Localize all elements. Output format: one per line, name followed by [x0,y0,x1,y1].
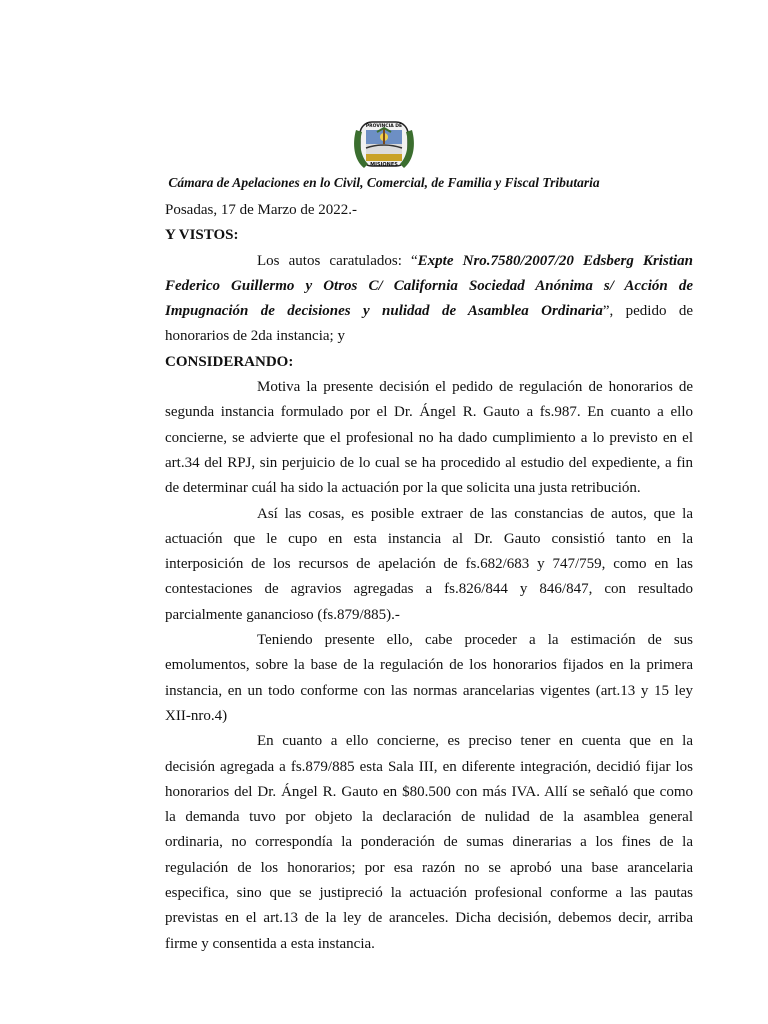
paragraph-line: Así las cosas, es posible extraer de las constancias de autos, que la [257,505,693,522]
paragraph-line: regulación de los honorarios; por esa razón no se aprobó una base arancelaria [165,859,693,876]
paragraph-line: ordinaria, no correspondía la ponderación de sumas dinerarias a los fines de la [165,834,693,851]
paragraph-line: especifica, sino que se justipreció la actuación profesional conforme a las pautas [165,885,693,902]
paragraph-line: art.34 del RPJ, sin perjuicio de lo cual se ha procedido al estudio del expediente, a fin [165,454,693,471]
vistos-heading: Y VISTOS: [165,227,239,244]
vistos-line-4: honorarios de 2da instancia; y [165,328,345,345]
paragraph-line: la demanda tuvo por objeto la declaración de nulidad de la asamblea general [165,809,693,826]
paragraph-line: parcialmente ganancioso (fs.879/885).- [165,606,400,623]
vistos-line-3: Impugnación de decisiones y nulidad de Asamblea Ordinaria”, pedido de [165,303,693,320]
date-line: Posadas, 17 de Marzo de 2022.- [165,202,358,218]
seal-top-text: PROVINCIA DE [365,124,403,129]
paragraph-line: honorarios del Dr. Ángel R. Gauto en $80.500 con más IVA. Allí se señaló que como [165,783,693,800]
province-seal-icon [352,116,416,172]
considerando-heading: CONSIDERANDO: [165,353,294,370]
paragraph-line: Teniendo presente ello, cabe proceder a la estimación de sus [257,632,693,649]
paragraph-line: contestaciones de agravios agregadas a fs.826/844 y 846/847, con resultado [165,581,693,598]
seal-bottom-text: MISIONES [370,162,398,168]
paragraph-line: interposición de los recursos de apelación de fs.682/683 y 747/759, como en las [165,556,693,573]
paragraph-line: firme y consentida a esta instancia. [165,935,375,952]
vistos-line-1: Los autos caratulados: “Expte Nro.7580/2007/20 Edsberg Kristian [257,252,693,269]
paragraph-line: En cuanto a ello concierne, es preciso tener en cuenta que en la [257,733,693,750]
paragraph-line: de determinar cuál ha sido la actuación por la que solicita una justa retribución. [165,480,641,497]
vistos-line-2: Federico Guillermo y Otros C/ California Sociedad Anónima s/ Acción de [165,277,693,294]
paragraph-line: decisión agregada a fs.879/885 esta Sala III, en diferente integración, decidió fijar los [165,758,693,775]
paragraph-line: Motiva la presente decisión el pedido de regulación de honorarios de [257,379,693,396]
document-body [165,198,693,957]
paragraph-line: XII-nro.4) [165,707,228,724]
paragraph-line: actuación que le cupo en esta instancia al Dr. Gauto consistió tanto en la [165,530,693,547]
paragraph-line: instancia, en un todo conforme con las normas arancelarias vigentes (art.13 y 15 ley [165,682,693,699]
paragraph-line: previstas en el art.13 de la ley de aranceles. Dicha decisión, debemos decir, arriba [165,910,693,927]
court-header: Cámara de Apelaciones en lo Civil, Comercial, de Familia y Fiscal Tributaria [168,175,600,190]
paragraph-line: emolumentos, sobre la base de la regulación de los honorarios fijados en la primera [165,657,693,674]
paragraph-line: concierne, se advierte que el profesional no ha dado cumplimiento a lo previsto en el [165,429,693,446]
paragraph-line: segunda instancia formulado por el Dr. Ángel R. Gauto a fs.987. En cuanto a ello [165,404,693,421]
